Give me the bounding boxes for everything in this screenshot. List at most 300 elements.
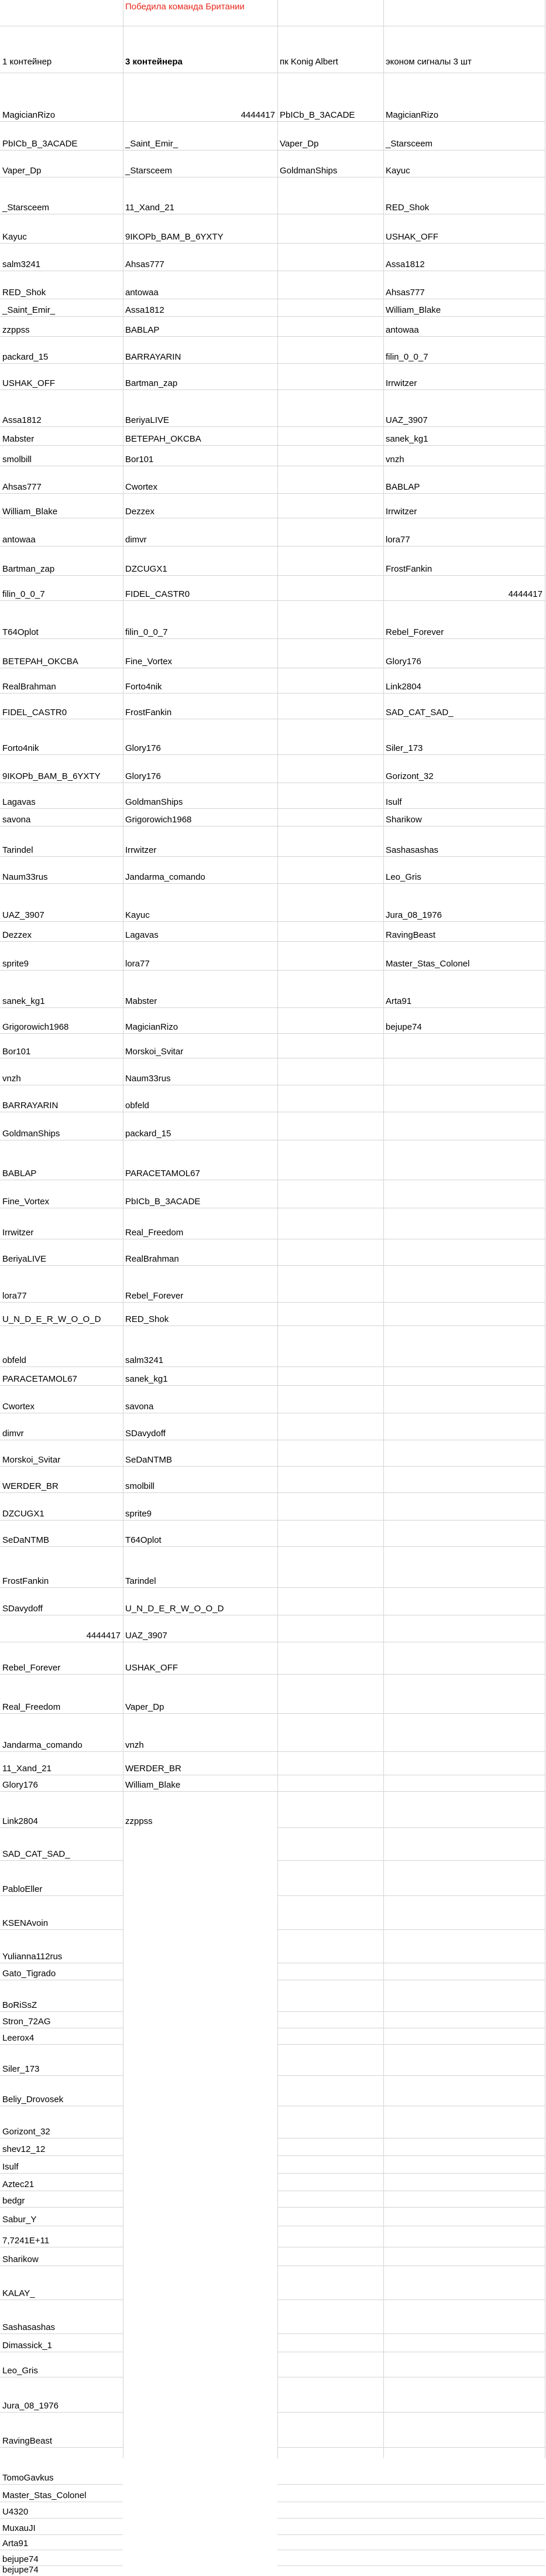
col4-cell[interactable]: Irrwitzer xyxy=(383,493,545,518)
col2-cell[interactable]: RED_Shok xyxy=(123,1302,277,1325)
col4-cell[interactable]: Leo_Gris xyxy=(383,856,545,883)
col1-cell[interactable]: obfeld xyxy=(0,1325,123,1366)
col2-cell[interactable]: FrostFankin xyxy=(123,693,277,719)
col1-cell[interactable]: savona xyxy=(0,808,123,826)
col4-empty-cell[interactable] xyxy=(383,1265,545,1302)
col3-empty-cell[interactable] xyxy=(277,856,383,883)
col4-empty-cell[interactable] xyxy=(383,2334,545,2352)
col1-cell[interactable]: Irrwitzer xyxy=(0,1208,123,1239)
col3-empty-cell[interactable] xyxy=(277,808,383,826)
col3-empty-cell[interactable] xyxy=(277,2565,383,2576)
col1-cell[interactable]: bejupe74 xyxy=(0,2565,123,2576)
col2-cell[interactable]: MagicianRizo xyxy=(123,1007,277,1033)
col4-empty-cell[interactable] xyxy=(383,2155,545,2173)
col4-cell[interactable]: UAZ_3907 xyxy=(383,390,545,426)
col3-empty-cell[interactable] xyxy=(277,2226,383,2247)
col4-empty-cell[interactable] xyxy=(383,1180,545,1208)
col3-empty-cell[interactable] xyxy=(277,1265,383,1302)
col3-cell[interactable]: GoldmanShips xyxy=(277,150,383,177)
col4-cell[interactable]: Kayuc xyxy=(383,150,545,177)
col2-cell[interactable]: _Starsceem xyxy=(123,150,277,177)
col4-empty-cell[interactable] xyxy=(383,2075,545,2106)
col1-cell[interactable]: Kayuc xyxy=(0,214,123,243)
col1-cell[interactable]: Sharikow xyxy=(0,2247,123,2266)
col3-empty-cell[interactable] xyxy=(277,2550,383,2565)
col3-empty-cell[interactable] xyxy=(277,2044,383,2075)
col2-cell[interactable]: Jandarma_comando xyxy=(123,856,277,883)
col3-empty-cell[interactable] xyxy=(277,426,383,445)
col2-cell[interactable]: dimvr xyxy=(123,518,277,546)
col1-cell[interactable]: BABLAP xyxy=(0,1140,123,1180)
col3-empty-cell[interactable] xyxy=(277,445,383,466)
col4-cell[interactable]: BABLAP xyxy=(383,466,545,493)
col1-cell[interactable]: sanek_kg1 xyxy=(0,970,123,1007)
col4-empty-cell[interactable] xyxy=(383,2518,545,2534)
col4-empty-cell[interactable] xyxy=(383,1827,545,1860)
col2-cell[interactable]: BABLAP xyxy=(123,316,277,336)
col4-cell[interactable]: Link2804 xyxy=(383,668,545,693)
col2-cell[interactable]: Grigorowich1968 xyxy=(123,808,277,826)
col1-cell[interactable]: salm3241 xyxy=(0,243,123,271)
col1-cell[interactable]: Siler_173 xyxy=(0,2044,123,2075)
col3-empty-cell[interactable] xyxy=(277,2011,383,2028)
col3-empty-cell[interactable] xyxy=(277,1007,383,1033)
col1-cell[interactable]: Arta91 xyxy=(0,2534,123,2550)
col2-cell[interactable]: BARRAYARIN xyxy=(123,336,277,363)
col1-cell[interactable]: Grigorowich1968 xyxy=(0,1007,123,1033)
col1-cell[interactable]: Assa1812 xyxy=(0,390,123,426)
col4-empty-cell[interactable] xyxy=(383,1546,545,1587)
col3-empty-cell[interactable] xyxy=(277,1085,383,1112)
col3-empty-cell[interactable] xyxy=(277,668,383,693)
banner-text[interactable]: Победила команда Британии xyxy=(125,2,245,12)
col4-cell[interactable]: sanek_kg1 xyxy=(383,426,545,445)
col2-cell[interactable]: BETEPAH_OKCBA xyxy=(123,426,277,445)
col1-cell[interactable]: T64Oplot xyxy=(0,600,123,638)
col4-empty-cell[interactable] xyxy=(383,1112,545,1140)
col3-cell[interactable]: Vaper_Dp xyxy=(277,121,383,150)
col4-cell[interactable]: Master_Stas_Colonel xyxy=(383,941,545,970)
col4-empty-cell[interactable] xyxy=(383,2226,545,2247)
col4-empty-cell[interactable] xyxy=(383,2484,545,2502)
col3-empty-cell[interactable] xyxy=(277,2191,383,2207)
col1-cell[interactable]: Rebel_Forever xyxy=(0,1642,123,1674)
col1-cell[interactable]: Gato_Tigrado xyxy=(0,1963,123,1980)
col2-cell[interactable]: 11_Xand_21 xyxy=(123,177,277,214)
col1-cell[interactable]: packard_15 xyxy=(0,336,123,363)
col1-cell[interactable]: SeDaNTMB xyxy=(0,1520,123,1546)
col1-cell[interactable]: MagicianRizo xyxy=(0,73,123,121)
col1-cell[interactable]: Beliy_Drovosek xyxy=(0,2075,123,2106)
col3-empty-cell[interactable] xyxy=(277,363,383,390)
col4-cell[interactable]: RavingBeast xyxy=(383,921,545,941)
col3-empty-cell[interactable] xyxy=(277,546,383,575)
col3-empty-cell[interactable] xyxy=(277,299,383,316)
col3-empty-cell[interactable] xyxy=(277,1615,383,1642)
col3-empty-cell[interactable] xyxy=(277,2300,383,2334)
col3-empty-cell[interactable] xyxy=(277,336,383,363)
col1-cell[interactable]: Leo_Gris xyxy=(0,2352,123,2377)
col3-empty-cell[interactable] xyxy=(277,2138,383,2155)
col1-cell[interactable]: Ahsas777 xyxy=(0,466,123,493)
col1-cell[interactable]: Dimassick_1 xyxy=(0,2334,123,2352)
col1-cell[interactable]: Cwortex xyxy=(0,1385,123,1413)
col4-cell[interactable]: MagicianRizo xyxy=(383,73,545,121)
col1-cell[interactable]: _Saint_Emir_ xyxy=(0,299,123,316)
col4-empty-cell[interactable] xyxy=(383,2106,545,2138)
col1-cell[interactable]: DZCUGX1 xyxy=(0,1492,123,1520)
col4-cell[interactable]: vnzh xyxy=(383,445,545,466)
col3-empty-cell[interactable] xyxy=(277,600,383,638)
col4-empty-cell[interactable] xyxy=(383,1140,545,1180)
col3-empty-cell[interactable] xyxy=(277,2266,383,2300)
col1-cell[interactable]: PARACETAMOL67 xyxy=(0,1366,123,1385)
col2-cell[interactable]: Real_Freedom xyxy=(123,1208,277,1239)
col1-cell[interactable]: Jandarma_comando xyxy=(0,1713,123,1751)
col1-cell[interactable]: KSENAvoin xyxy=(0,1895,123,1929)
col3-empty-cell[interactable] xyxy=(277,2207,383,2226)
col2-cell[interactable]: Morskoi_Svitar xyxy=(123,1033,277,1058)
col4-cell[interactable]: lora77 xyxy=(383,518,545,546)
col3-empty-cell[interactable] xyxy=(277,883,383,921)
col3-empty-cell[interactable] xyxy=(277,1385,383,1413)
col3-empty-cell[interactable] xyxy=(277,754,383,783)
col2-cell[interactable]: 9IKOPb_BAM_B_6YXTY xyxy=(123,214,277,243)
col4-empty-cell[interactable] xyxy=(383,1239,545,1265)
col1-cell[interactable]: Sabur_Y xyxy=(0,2207,123,2226)
col4-cell[interactable]: Assa1812 xyxy=(383,243,545,271)
col1-cell[interactable]: Glory176 xyxy=(0,1775,123,1791)
col3-empty-cell[interactable] xyxy=(277,493,383,518)
col3-empty-cell[interactable] xyxy=(277,1963,383,1980)
col3-empty-cell[interactable] xyxy=(277,1929,383,1963)
col2-cell[interactable]: PbICb_B_3ACADE xyxy=(123,1180,277,1208)
col2-cell[interactable]: UAZ_3907 xyxy=(123,1615,277,1642)
col1-cell[interactable]: vnzh xyxy=(0,1058,123,1085)
col3-empty-cell[interactable] xyxy=(277,693,383,719)
col3-empty-cell[interactable] xyxy=(277,2447,383,2484)
col4-empty-cell[interactable] xyxy=(383,2011,545,2028)
col4-empty-cell[interactable] xyxy=(383,1385,545,1413)
col1-cell[interactable]: filin_0_0_7 xyxy=(0,575,123,600)
col4-empty-cell[interactable] xyxy=(383,1929,545,1963)
col2-cell[interactable]: savona xyxy=(123,1385,277,1413)
col4-empty-cell[interactable] xyxy=(383,2028,545,2044)
col2-cell[interactable]: obfeld xyxy=(123,1085,277,1112)
col4-empty-cell[interactable] xyxy=(383,1033,545,1058)
col3-empty-cell[interactable] xyxy=(277,2106,383,2138)
col1-cell[interactable]: WERDER_BR xyxy=(0,1466,123,1492)
col2-cell[interactable]: PARACETAMOL67 xyxy=(123,1140,277,1180)
col2-cell[interactable]: T64Oplot xyxy=(123,1520,277,1546)
col2-cell[interactable]: Fine_Vortex xyxy=(123,638,277,668)
col4-empty-cell[interactable] xyxy=(383,1466,545,1492)
col1-cell[interactable]: 4444417 xyxy=(0,1615,123,1642)
col4-empty-cell[interactable] xyxy=(383,1058,545,1085)
col4-cell[interactable]: SAD_CAT_SAD_ xyxy=(383,693,545,719)
col3-empty-cell[interactable] xyxy=(277,2502,383,2518)
col2-cell[interactable]: William_Blake xyxy=(123,1775,277,1791)
col4-empty-cell[interactable] xyxy=(383,2266,545,2300)
col4-empty-cell[interactable] xyxy=(383,1587,545,1615)
col1-cell[interactable]: Dezzex xyxy=(0,921,123,941)
col3-empty-cell[interactable] xyxy=(277,214,383,243)
col4-empty-cell[interactable] xyxy=(383,1492,545,1520)
col1-cell[interactable]: SDavydoff xyxy=(0,1587,123,1615)
col2-cell[interactable]: packard_15 xyxy=(123,1112,277,1140)
col3-empty-cell[interactable] xyxy=(277,1058,383,1085)
col3-empty-cell[interactable] xyxy=(277,1466,383,1492)
col3-empty-cell[interactable] xyxy=(277,466,383,493)
col4-cell[interactable]: 4444417 xyxy=(383,575,545,600)
col2-cell[interactable]: Glory176 xyxy=(123,754,277,783)
col3-empty-cell[interactable] xyxy=(277,2484,383,2502)
col3-empty-cell[interactable] xyxy=(277,1587,383,1615)
col3-empty-cell[interactable] xyxy=(277,638,383,668)
col3-empty-cell[interactable] xyxy=(277,2534,383,2550)
header-col4[interactable]: эконом сигналы 3 шт xyxy=(383,26,545,68)
col1-cell[interactable]: FIDEL_CASTR0 xyxy=(0,693,123,719)
col4-empty-cell[interactable] xyxy=(383,1325,545,1366)
col1-cell[interactable]: dimvr xyxy=(0,1413,123,1440)
col2-cell[interactable]: Glory176 xyxy=(123,719,277,754)
col1-cell[interactable]: William_Blake xyxy=(0,493,123,518)
col2-cell[interactable]: Dezzex xyxy=(123,493,277,518)
col1-cell[interactable]: Bor101 xyxy=(0,1033,123,1058)
col1-cell[interactable]: GoldmanShips xyxy=(0,1112,123,1140)
col4-cell[interactable]: Irrwitzer xyxy=(383,363,545,390)
col3-empty-cell[interactable] xyxy=(277,1751,383,1775)
col4-empty-cell[interactable] xyxy=(383,2377,545,2412)
col4-empty-cell[interactable] xyxy=(383,2247,545,2266)
col4-empty-cell[interactable] xyxy=(383,1674,545,1713)
col3-empty-cell[interactable] xyxy=(277,2028,383,2044)
col2-cell[interactable]: GoldmanShips xyxy=(123,783,277,808)
col1-cell[interactable]: Sashasashas xyxy=(0,2300,123,2334)
col3-empty-cell[interactable] xyxy=(277,1713,383,1751)
col1-cell[interactable]: Bartman_zap xyxy=(0,546,123,575)
col4-cell[interactable]: Rebel_Forever xyxy=(383,600,545,638)
col1-cell[interactable]: BETEPAH_OKCBA xyxy=(0,638,123,668)
col1-cell[interactable]: PbICb_B_3ACADE xyxy=(0,121,123,150)
col4-cell[interactable]: _Starsceem xyxy=(383,121,545,150)
col2-cell[interactable]: Bor101 xyxy=(123,445,277,466)
col4-empty-cell[interactable] xyxy=(383,1963,545,1980)
header-col1[interactable]: 1 контейнер xyxy=(0,26,123,68)
col3-empty-cell[interactable] xyxy=(277,1860,383,1895)
col3-empty-cell[interactable] xyxy=(277,970,383,1007)
col4-cell[interactable]: William_Blake xyxy=(383,299,545,316)
col1-cell[interactable]: smolbill xyxy=(0,445,123,466)
col1-cell[interactable]: Yulianna112rus xyxy=(0,1929,123,1963)
col1-cell[interactable]: RavingBeast xyxy=(0,2412,123,2447)
col2-cell[interactable]: SDavydoff xyxy=(123,1413,277,1440)
col1-cell[interactable]: BoRiSsZ xyxy=(0,1980,123,2011)
col2-cell[interactable]: Naum33rus xyxy=(123,1058,277,1085)
col3-empty-cell[interactable] xyxy=(277,1033,383,1058)
col1-cell[interactable]: Tarindel xyxy=(0,826,123,856)
col1-cell[interactable]: U_N_D_E_R_W_O_O_D xyxy=(0,1302,123,1325)
col1-cell[interactable]: Gorizont_32 xyxy=(0,2106,123,2138)
col2-cell[interactable]: USHAK_OFF xyxy=(123,1642,277,1674)
col4-cell[interactable]: Siler_173 xyxy=(383,719,545,754)
col3-empty-cell[interactable] xyxy=(277,1413,383,1440)
col3-empty-cell[interactable] xyxy=(277,921,383,941)
col1-cell[interactable]: Lagavas xyxy=(0,783,123,808)
col1-cell[interactable]: 9IKOPb_BAM_B_6YXTY xyxy=(0,754,123,783)
col2-cell[interactable]: salm3241 xyxy=(123,1325,277,1366)
col4-cell[interactable]: Ahsas777 xyxy=(383,271,545,299)
col3-empty-cell[interactable] xyxy=(277,1492,383,1520)
col1-cell[interactable]: 11_Xand_21 xyxy=(0,1751,123,1775)
col3-cell[interactable]: PbICb_B_3ACADE xyxy=(277,73,383,121)
col4-empty-cell[interactable] xyxy=(383,1980,545,2011)
col1-cell[interactable]: BARRAYARIN xyxy=(0,1085,123,1112)
col1-cell[interactable]: UAZ_3907 xyxy=(0,883,123,921)
col1-cell[interactable]: sprite9 xyxy=(0,941,123,970)
col4-cell[interactable]: antowaa xyxy=(383,316,545,336)
col1-cell[interactable]: zzppss xyxy=(0,316,123,336)
col4-cell[interactable]: USHAK_OFF xyxy=(383,214,545,243)
col2-cell[interactable]: WERDER_BR xyxy=(123,1751,277,1775)
col1-cell[interactable]: bejupe74 xyxy=(0,2550,123,2565)
col4-empty-cell[interactable] xyxy=(383,1520,545,1546)
col4-cell[interactable]: Arta91 xyxy=(383,970,545,1007)
col1-cell[interactable]: FrostFankin xyxy=(0,1546,123,1587)
col3-empty-cell[interactable] xyxy=(277,390,383,426)
col4-cell[interactable]: Gorizont_32 xyxy=(383,754,545,783)
col4-empty-cell[interactable] xyxy=(383,1366,545,1385)
col1-cell[interactable]: Mabster xyxy=(0,426,123,445)
col3-empty-cell[interactable] xyxy=(277,2334,383,2352)
col3-empty-cell[interactable] xyxy=(277,1440,383,1466)
col4-empty-cell[interactable] xyxy=(383,2412,545,2447)
col1-cell[interactable]: Fine_Vortex xyxy=(0,1180,123,1208)
col2-cell[interactable]: U_N_D_E_R_W_O_O_D xyxy=(123,1587,277,1615)
col1-cell[interactable]: RealBrahman xyxy=(0,668,123,693)
col4-cell[interactable]: Jura_08_1976 xyxy=(383,883,545,921)
col2-cell[interactable]: DZCUGX1 xyxy=(123,546,277,575)
col1-cell[interactable]: TomoGavkus xyxy=(0,2447,123,2484)
col4-empty-cell[interactable] xyxy=(383,2447,545,2484)
col4-empty-cell[interactable] xyxy=(383,2138,545,2155)
col4-empty-cell[interactable] xyxy=(383,2173,545,2191)
col4-empty-cell[interactable] xyxy=(383,1642,545,1674)
col4-empty-cell[interactable] xyxy=(383,1791,545,1827)
col4-empty-cell[interactable] xyxy=(383,1413,545,1440)
col2-cell[interactable]: antowaa xyxy=(123,271,277,299)
col3-empty-cell[interactable] xyxy=(277,2247,383,2266)
col2-cell[interactable]: RealBrahman xyxy=(123,1239,277,1265)
col3-empty-cell[interactable] xyxy=(277,2518,383,2534)
col1-cell[interactable]: _Starsceem xyxy=(0,177,123,214)
col3-empty-cell[interactable] xyxy=(277,783,383,808)
col1-cell[interactable]: RED_Shok xyxy=(0,271,123,299)
col1-cell[interactable]: antowaa xyxy=(0,518,123,546)
col3-empty-cell[interactable] xyxy=(277,1112,383,1140)
col4-empty-cell[interactable] xyxy=(383,1208,545,1239)
col2-cell[interactable]: Mabster xyxy=(123,970,277,1007)
col4-cell[interactable]: Isulf xyxy=(383,783,545,808)
col1-cell[interactable]: KALAY_ xyxy=(0,2266,123,2300)
col4-cell[interactable]: Sashasashas xyxy=(383,826,545,856)
col2-cell[interactable]: _Saint_Emir_ xyxy=(123,121,277,150)
col4-cell[interactable]: Sharikow xyxy=(383,808,545,826)
col3-empty-cell[interactable] xyxy=(277,826,383,856)
col2-cell[interactable]: Vaper_Dp xyxy=(123,1674,277,1713)
col2-cell[interactable]: vnzh xyxy=(123,1713,277,1751)
col1-cell[interactable]: Aztec21 xyxy=(0,2173,123,2191)
col1-cell[interactable]: Isulf xyxy=(0,2155,123,2173)
col3-empty-cell[interactable] xyxy=(277,1791,383,1827)
col2-cell[interactable]: zzppss xyxy=(123,1791,277,1827)
col2-cell[interactable]: Kayuc xyxy=(123,883,277,921)
col1-cell[interactable]: SAD_CAT_SAD_ xyxy=(0,1827,123,1860)
col3-empty-cell[interactable] xyxy=(277,1180,383,1208)
col3-empty-cell[interactable] xyxy=(277,2352,383,2377)
col1-cell[interactable]: Morskoi_Svitar xyxy=(0,1440,123,1466)
col4-empty-cell[interactable] xyxy=(383,1751,545,1775)
col4-cell[interactable]: RED_Shok xyxy=(383,177,545,214)
col1-cell[interactable]: lora77 xyxy=(0,1265,123,1302)
col4-empty-cell[interactable] xyxy=(383,1302,545,1325)
col1-cell[interactable]: Naum33rus xyxy=(0,856,123,883)
col1-cell[interactable]: Vaper_Dp xyxy=(0,150,123,177)
col2-cell[interactable]: lora77 xyxy=(123,941,277,970)
col4-empty-cell[interactable] xyxy=(383,1895,545,1929)
col1-cell[interactable]: MuxauJI xyxy=(0,2518,123,2534)
col3-empty-cell[interactable] xyxy=(277,1895,383,1929)
col4-empty-cell[interactable] xyxy=(383,1615,545,1642)
col4-cell[interactable]: FrostFankin xyxy=(383,546,545,575)
col1-cell[interactable]: 7,7241E+11 xyxy=(0,2226,123,2247)
col1-cell[interactable]: Link2804 xyxy=(0,1791,123,1827)
col1-cell[interactable]: Stron_72AG xyxy=(0,2011,123,2028)
col2-cell[interactable]: Irrwitzer xyxy=(123,826,277,856)
col3-empty-cell[interactable] xyxy=(277,1208,383,1239)
col3-empty-cell[interactable] xyxy=(277,1775,383,1791)
header-col2[interactable]: 3 контейнера xyxy=(123,26,277,68)
col4-empty-cell[interactable] xyxy=(383,2534,545,2550)
col3-empty-cell[interactable] xyxy=(277,1325,383,1366)
col2-cell[interactable]: Tarindel xyxy=(123,1546,277,1587)
col3-empty-cell[interactable] xyxy=(277,1546,383,1587)
col4-cell[interactable]: bejupe74 xyxy=(383,1007,545,1033)
col4-empty-cell[interactable] xyxy=(383,2550,545,2565)
header-col3[interactable]: пк Konig Albert xyxy=(277,26,383,68)
col4-empty-cell[interactable] xyxy=(383,1440,545,1466)
col3-empty-cell[interactable] xyxy=(277,2075,383,2106)
col3-empty-cell[interactable] xyxy=(277,719,383,754)
col1-cell[interactable]: Master_Stas_Colonel xyxy=(0,2484,123,2502)
col1-cell[interactable]: U4320 xyxy=(0,2502,123,2518)
col3-empty-cell[interactable] xyxy=(277,518,383,546)
col2-cell[interactable]: FIDEL_CASTR0 xyxy=(123,575,277,600)
col4-cell[interactable]: Glory176 xyxy=(383,638,545,668)
col3-empty-cell[interactable] xyxy=(277,1366,383,1385)
col4-empty-cell[interactable] xyxy=(383,2044,545,2075)
col2-cell[interactable]: Assa1812 xyxy=(123,299,277,316)
col1-cell[interactable]: Leerox4 xyxy=(0,2028,123,2044)
col3-empty-cell[interactable] xyxy=(277,1239,383,1265)
col3-empty-cell[interactable] xyxy=(277,2412,383,2447)
col3-empty-cell[interactable] xyxy=(277,1674,383,1713)
col4-empty-cell[interactable] xyxy=(383,1775,545,1791)
col4-cell[interactable]: filin_0_0_7 xyxy=(383,336,545,363)
col4-empty-cell[interactable] xyxy=(383,1713,545,1751)
col1-cell[interactable]: shev12_12 xyxy=(0,2138,123,2155)
col2-cell[interactable]: Ahsas777 xyxy=(123,243,277,271)
